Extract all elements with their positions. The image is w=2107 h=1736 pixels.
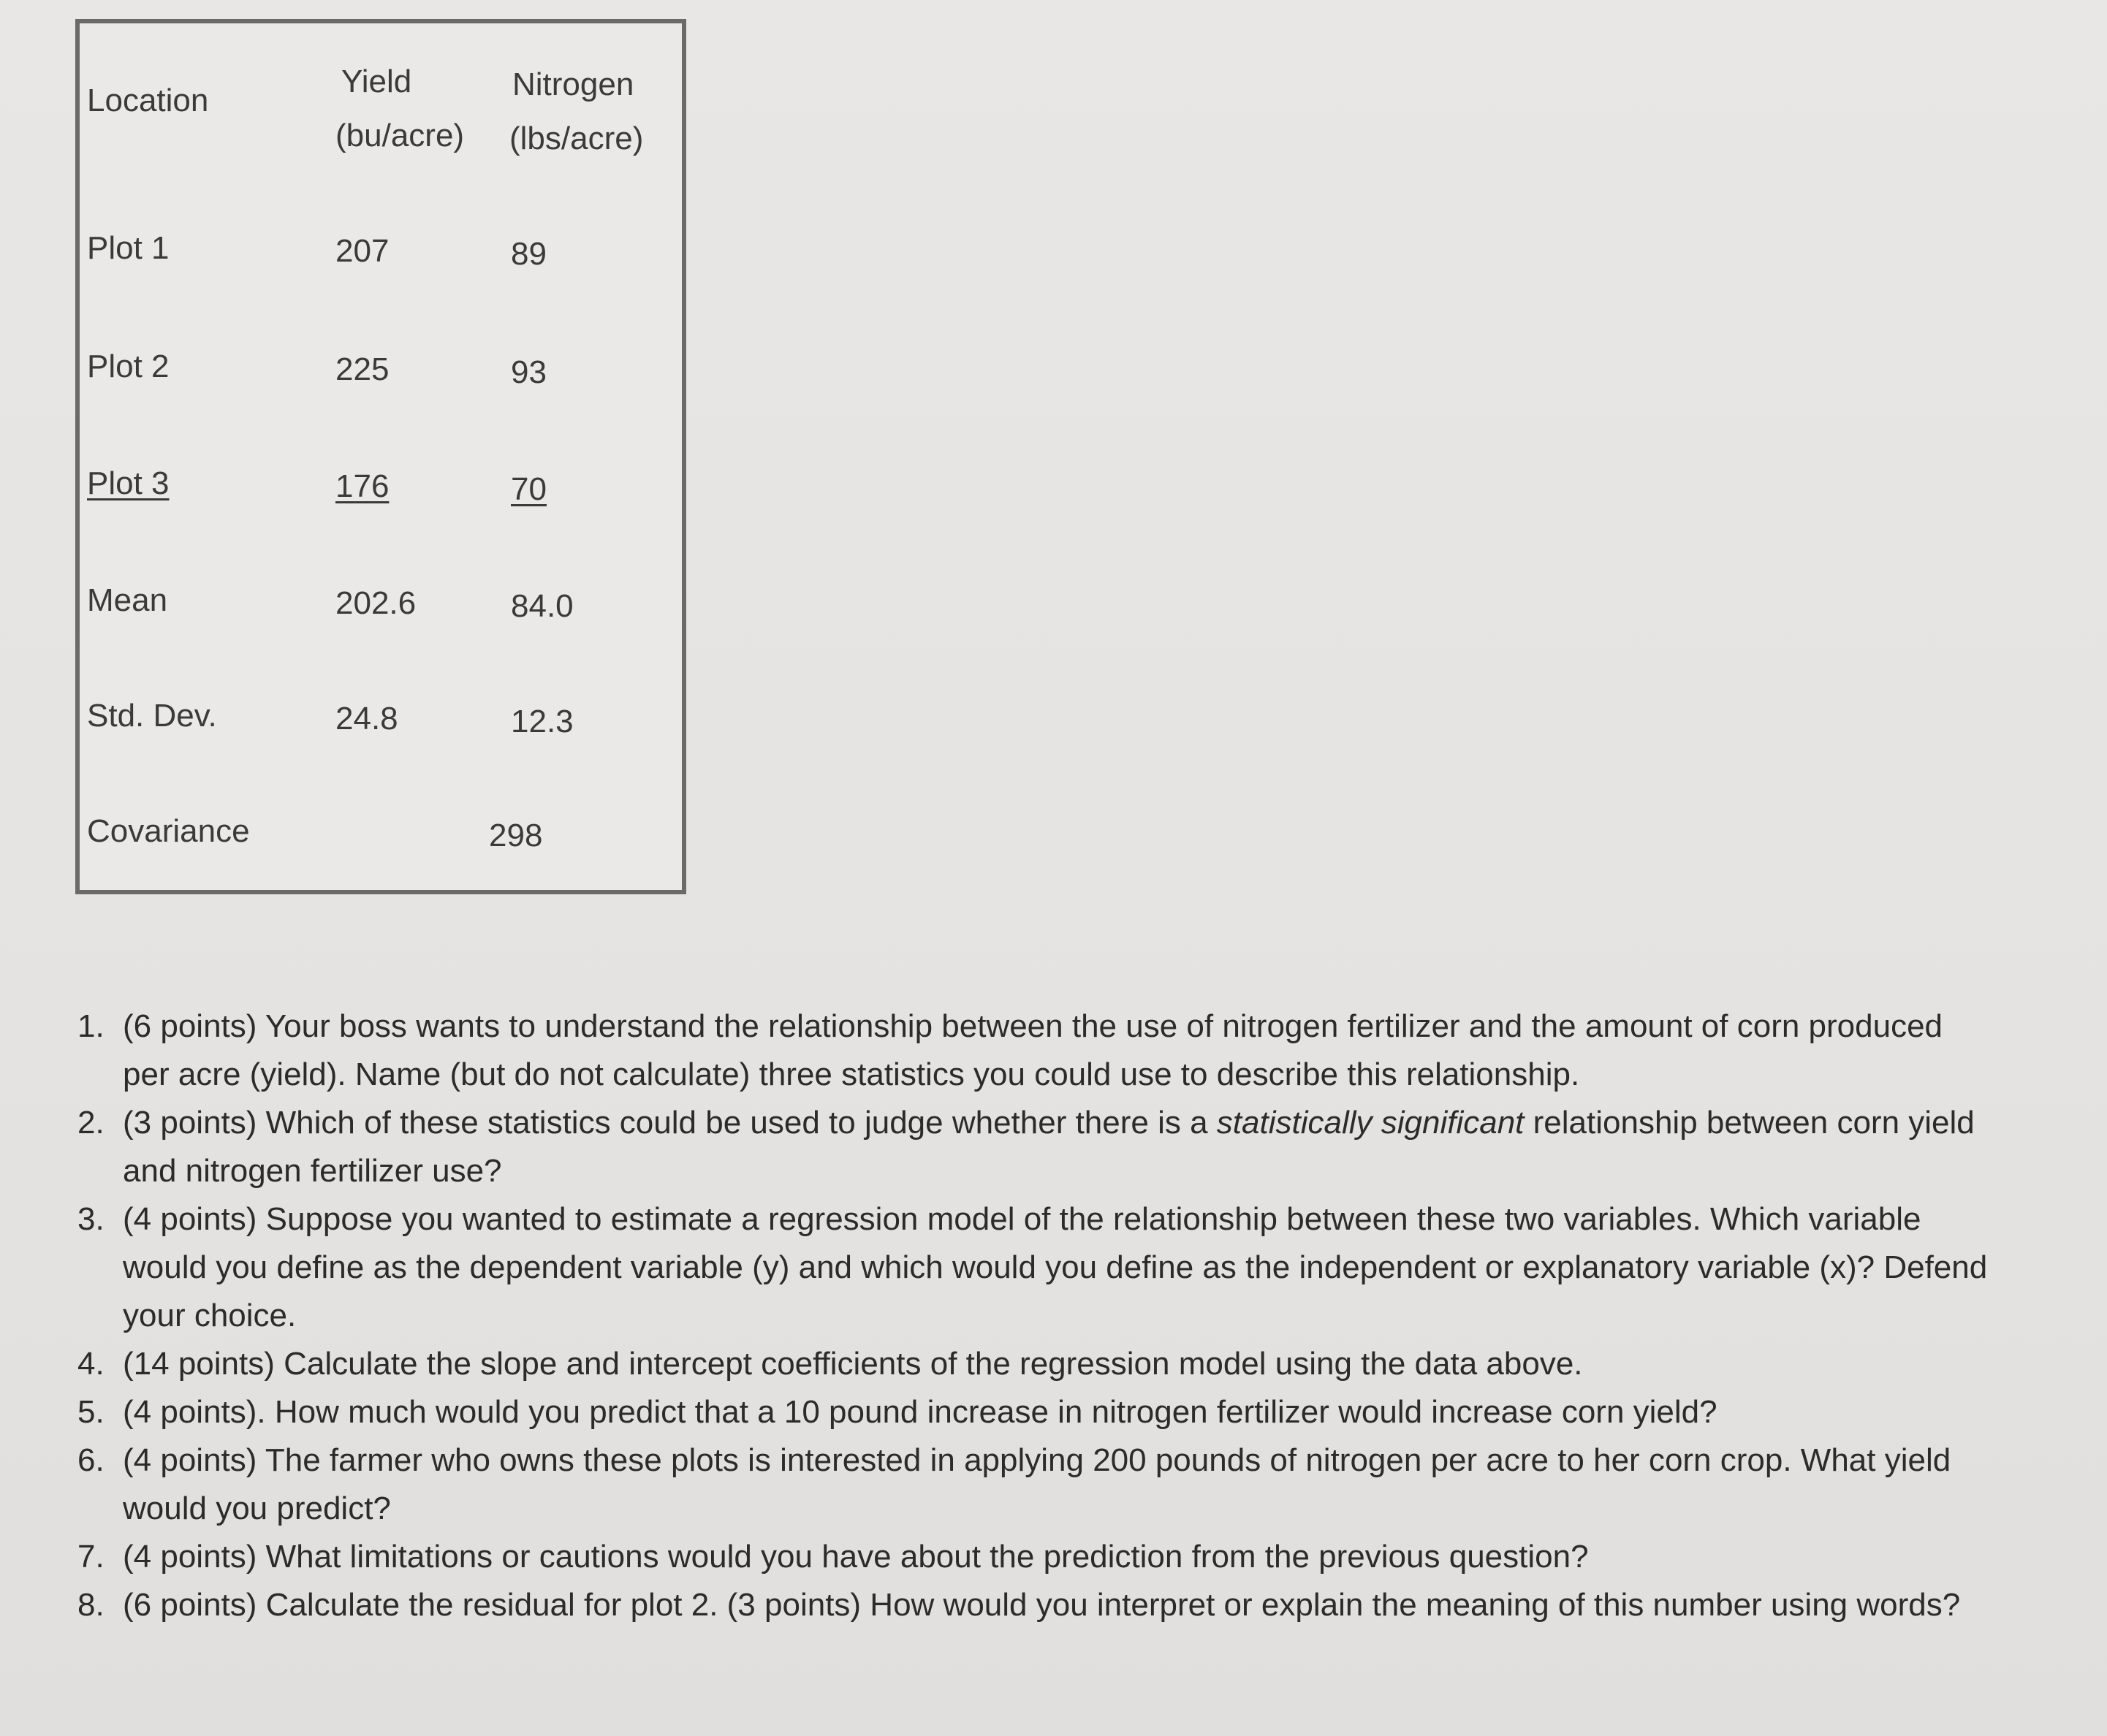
row-label-std-dev: Std. Dev. bbox=[87, 698, 217, 734]
question-number: 5. bbox=[77, 1394, 105, 1430]
data-table bbox=[75, 19, 686, 894]
cell-yield-mean: 202.6 bbox=[335, 585, 417, 621]
cell-nitrogen-mean: 84.0 bbox=[511, 588, 574, 624]
question-3 bbox=[73, 1195, 1988, 1340]
row-label-plot-3: Plot 3 bbox=[87, 465, 170, 501]
row-label-covariance: Covariance bbox=[87, 813, 250, 849]
question-8 bbox=[73, 1581, 1988, 1629]
cell-nitrogen-plot-2: 93 bbox=[511, 354, 547, 390]
question-text-emphasis: statistically significant bbox=[1216, 1105, 1525, 1141]
header-yield: Yield bbox=[341, 64, 412, 99]
question-text: (4 points) Suppose you wanted to estimate a regression model of the relationship between these two variables. Which variable would you define as the dependent variable (y) and which would you define as the independent or explanatory variable (x)? Defend your choice. bbox=[123, 1201, 1988, 1333]
header-nitrogen: Nitrogen bbox=[512, 66, 634, 102]
cell-nitrogen-plot-3: 70 bbox=[511, 471, 547, 507]
question-text: (14 points) Calculate the slope and intercept coefficients of the regression model using the data above. bbox=[123, 1346, 1583, 1382]
question-text: (4 points) The farmer who owns these plots is interested in applying 200 pounds of nitrogen per acre to her corn crop. What yield would you predict? bbox=[123, 1442, 1951, 1526]
question-text-start: (3 points) Which of these statistics could be used to judge whether there is a bbox=[123, 1105, 1217, 1141]
question-1 bbox=[73, 1002, 1988, 1099]
question-6 bbox=[73, 1436, 1988, 1533]
question-5 bbox=[73, 1388, 1988, 1436]
question-text: (6 points) Your boss wants to understand the relationship between the use of nitrogen fertilizer and the amount of corn produced per acre (yield). Name (but do not calculate) three statistics you could use to describe this relationship. bbox=[123, 1008, 1943, 1092]
question-number: 6. bbox=[77, 1442, 105, 1478]
header-location: Location bbox=[87, 83, 209, 118]
question-number: 1. bbox=[77, 1008, 105, 1044]
row-label-mean: Mean bbox=[87, 582, 168, 618]
cell-nitrogen-plot-1: 89 bbox=[511, 236, 547, 272]
header-yield-unit: (bu/acre) bbox=[335, 118, 465, 153]
question-text: (4 points). How much would you predict that a 10 pound increase in nitrogen fertilizer would increase corn yield? bbox=[123, 1394, 1717, 1430]
question-4 bbox=[73, 1340, 1988, 1388]
question-number: 4. bbox=[77, 1346, 105, 1382]
question-7 bbox=[73, 1533, 1988, 1581]
question-number: 2. bbox=[77, 1105, 105, 1141]
cell-nitrogen-std-dev: 12.3 bbox=[511, 704, 574, 739]
question-text-end: relationship between corn yield and nitrogen fertilizer use? bbox=[123, 1105, 1975, 1189]
cell-yield-plot-2: 225 bbox=[335, 351, 390, 387]
question-2 bbox=[73, 1099, 1988, 1195]
row-label-plot-1: Plot 1 bbox=[87, 230, 170, 266]
cell-yield-plot-3: 176 bbox=[335, 468, 390, 504]
cell-covariance-value: 298 bbox=[489, 818, 543, 853]
question-list bbox=[73, 1002, 1988, 1629]
cell-yield-plot-1: 207 bbox=[335, 233, 390, 269]
question-number: 3. bbox=[77, 1201, 105, 1237]
row-label-plot-2: Plot 2 bbox=[87, 349, 170, 384]
header-nitrogen-unit: (lbs/acre) bbox=[509, 121, 644, 156]
question-number: 8. bbox=[77, 1587, 105, 1623]
question-text: (4 points) What limitations or cautions would you have about the prediction from the previous question? bbox=[123, 1539, 1589, 1575]
question-number: 7. bbox=[77, 1539, 105, 1575]
question-text: (6 points) Calculate the residual for plot 2. (3 points) How would you interpret or explain the meaning of this number using words? bbox=[123, 1587, 1961, 1623]
cell-yield-std-dev: 24.8 bbox=[335, 701, 398, 736]
